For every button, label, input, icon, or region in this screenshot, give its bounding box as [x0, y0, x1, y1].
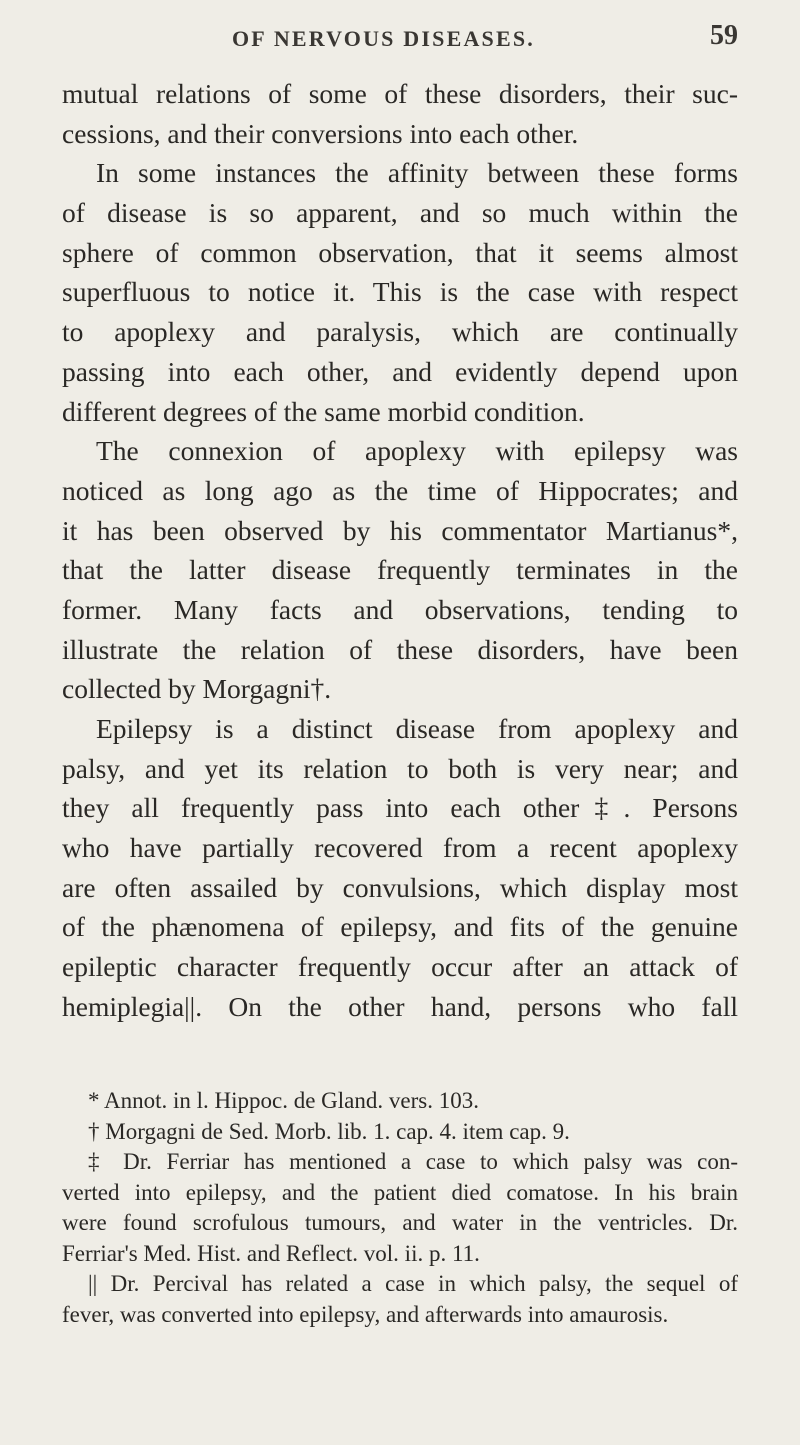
- text-line: passing into each other, and evidently depend upon: [62, 355, 738, 387]
- text-line: The connexion of apoplexy with epilepsy was: [96, 435, 738, 467]
- text-line: collected by Morgagni†.: [62, 673, 332, 705]
- main-text: [62, 74, 738, 1027]
- footnote-line: † Morgagni de Sed. Morb. lib. 1. cap. 4. item cap. 9.: [88, 1118, 570, 1144]
- text-line: it has been observed by his commentator Martianus*,: [62, 514, 738, 546]
- text-line: epileptic character frequently occur after an attack of: [62, 951, 738, 983]
- text-line: illustrate the relation of these disorders, have been: [62, 633, 738, 665]
- text-line: are often assailed by convulsions, which display most: [62, 871, 738, 903]
- footnote-line: ‡ Dr. Ferriar has mentioned a case to which palsy was con-: [88, 1149, 738, 1174]
- text-line: of the phænomena of epilepsy, and fits of the genuine: [62, 911, 738, 943]
- text-line: they all frequently pass into each other‡. Persons: [62, 792, 738, 824]
- footnote-line: * Annot. in l. Hippoc. de Gland. vers. 103.: [88, 1088, 479, 1113]
- text-line: superfluous to notice it. This is the case with respect: [62, 276, 738, 308]
- footnotes: [62, 1086, 738, 1330]
- text-line: that the latter disease frequently terminates in the: [62, 554, 738, 586]
- footnote-line: verted into epilepsy, and the patient died comatose. In his brain: [62, 1179, 738, 1205]
- page-header: [62, 18, 738, 58]
- page-number: 59: [710, 20, 738, 51]
- running-title: OF NERVOUS DISEASES.: [232, 26, 535, 51]
- text-line: noticed as long ago as the time of Hippocrates; and: [62, 474, 738, 506]
- footnote-line: fever, was converted into epilepsy, and afterwards into amaurosis.: [62, 1301, 669, 1327]
- text-line: mutual relations of some of these disorders, their suc-: [62, 78, 738, 109]
- text-line: sphere of common observation, that it seems almost: [62, 236, 738, 268]
- footnote-line: || Dr. Percival has related a case in which palsy, the sequel of: [88, 1271, 738, 1296]
- text-line: cessions, and their conversions into each other.: [62, 117, 579, 149]
- text-line: palsy, and yet its relation to both is very near; and: [62, 752, 738, 784]
- text-line: In some instances the affinity between these forms: [96, 157, 738, 189]
- footnote-line: were found scrofulous tumours, and water in the ventricles. Dr.: [62, 1210, 738, 1235]
- footnote-line: Ferriar's Med. Hist. and Reflect. vol. ii. p. 11.: [62, 1240, 480, 1266]
- text-line: of disease is so apparent, and so much within the: [62, 197, 738, 229]
- text-line: former. Many facts and observations, tending to: [62, 593, 738, 625]
- text-line: different degrees of the same morbid condition.: [62, 395, 585, 427]
- text-line: hemiplegia||. On the other hand, persons who fall: [62, 990, 738, 1022]
- text-line: to apoplexy and paralysis, which are continually: [62, 316, 738, 348]
- text-line: who have partially recovered from a recent apoplexy: [62, 832, 738, 864]
- text-line: Epilepsy is a distinct disease from apoplexy and: [96, 713, 738, 744]
